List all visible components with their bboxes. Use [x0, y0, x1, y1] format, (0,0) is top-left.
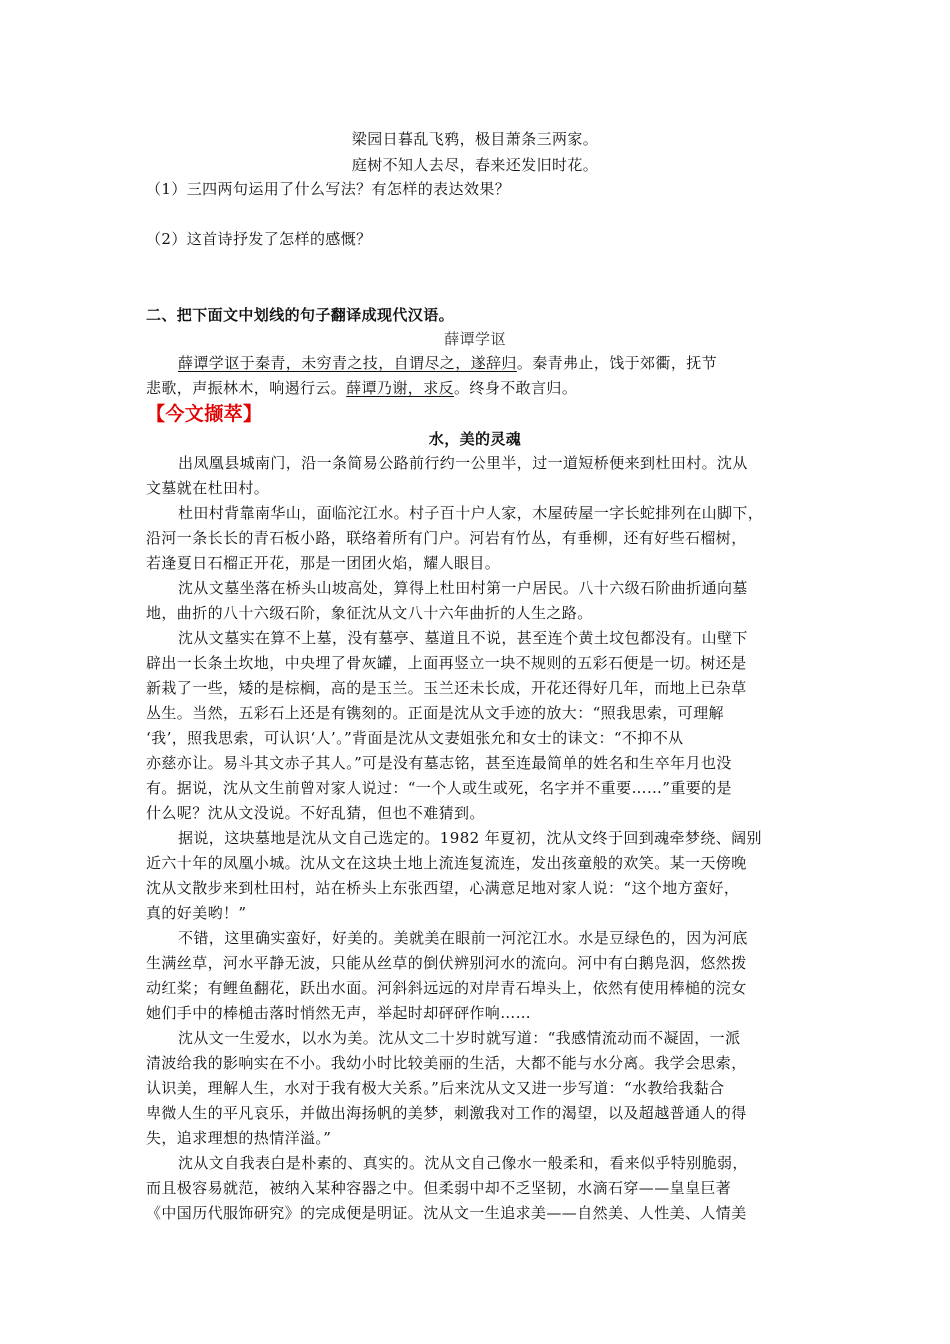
- essay-line: 真的好美哟！”: [146, 904, 247, 922]
- essay-line: 《中国历代服饰研究》的完成便是明证。沈从文一生追求美——自然美、人性美、人情美: [146, 1204, 747, 1222]
- essay-line: 辟出一长条土坎地，中央埋了骨灰罐，上面再竖立一块不规则的五彩石便是一切。树还是: [146, 654, 747, 672]
- essay-line: 失，追求理想的热情洋溢。”: [146, 1129, 332, 1147]
- essay-line: 而且极容易就范，被纳入某种容器之中。但柔弱中却不乏坚韧，水滴石穿——皇皇巨著: [146, 1179, 732, 1197]
- essay-line: 她们手中的棒槌击落时悄然无声，举起时却砰砰作响……: [146, 1004, 532, 1022]
- passage-text: 。秦青弗止，饯于郊衢，抚节: [516, 354, 718, 372]
- essay-line: 认识美，理解人生，水对于我有极大关系。”后来沈从文又进一步写道：“水教给我黏合: [146, 1079, 725, 1097]
- essay-line: 清波给我的影响实在不小。我幼小时比较美丽的生活，大都不能与水分离。我学会思索，: [146, 1054, 747, 1072]
- passage-title: 薛谭学讴: [444, 330, 506, 348]
- underlined-sentence-1: 薛谭学讴于秦青，未穷青之技，自谓尽之，遂辞归: [178, 354, 517, 372]
- essay-line: ‘我’，照我思索，可认识‘人’。”背面是沈从文妻姐张允和女士的诔文：“不抑不从: [146, 729, 684, 747]
- essay-line: 有。据说，沈从文生前曾对家人说过：“一个人或生或死，名字并不重要……”重要的是: [146, 779, 732, 797]
- essay-line: 若逢夏日石榴正开花，那是一团团火焰，耀人眼目。: [146, 554, 501, 572]
- section-2-heading: 二、把下面文中划线的句子翻译成现代汉语。: [146, 306, 455, 324]
- essay-line: 地，曲折的八十六级石阶，象征沈从文八十六年曲折的人生之路。: [146, 604, 593, 622]
- essay-title: 水，美的灵魂: [428, 430, 522, 448]
- essay-line: 沈从文散步来到杜田村，站在桥头上东张西望，心满意足地对家人说：“这个地方蛮好，: [146, 879, 740, 897]
- essay-line: 丛生。当然，五彩石上还是有镌刻的。正面是沈从文手迹的放大：“照我思索，可理解: [146, 704, 724, 722]
- essay-line: 据说，这块墓地是沈从文自己选定的。1982 年夏初，沈从文终于回到魂牵梦绕、阔别: [178, 829, 762, 847]
- passage-line-2: [146, 377, 577, 398]
- essay-line: 出凤凰县城南门，沿一条简易公路前行约一公里半，过一道短桥便来到杜田村。沈从: [178, 454, 748, 472]
- passage-line-1: [178, 352, 717, 373]
- essay-line: 什么呢？沈从文没说。不好乱猜，但也不难猜到。: [146, 804, 485, 822]
- essay-line: 卑微人生的平凡哀乐，并做出海扬帆的美梦，刺激我对工作的渴望，以及超越普通人的得: [146, 1104, 747, 1122]
- section-3-heading: 【今文撷萃】: [146, 403, 263, 425]
- essay-line: 沈从文墓坐落在桥头山坡高处，算得上杜田村第一户居民。八十六级石阶曲折通向墓: [178, 579, 748, 597]
- essay-line: 文墓就在杜田村。: [146, 479, 270, 497]
- essay-line: 沈从文自我表白是朴素的、真实的。沈从文自己像水一般柔和，看来似乎特别脆弱，: [178, 1154, 748, 1172]
- poem-line-2: 庭树不知人去尽，春来还发旧时花。: [351, 156, 599, 174]
- essay-line: 沿河一条长长的青石板小路，联络着所有门户。河岩有竹丛，有垂柳，还有好些石榴树，: [146, 529, 747, 547]
- essay-line: 动红桨；有鲤鱼翻花，跃出水面。河斜斜远远的对岸青石埠头上，依然有使用棒槌的浣女: [146, 979, 747, 997]
- poem-line-1: 梁园日暮乱飞鸦，极目萧条三两家。: [351, 130, 599, 148]
- essay-line: 亦慈亦让。易斗其文赤子其人。”可是没有墓志铭，甚至连最简单的姓名和生卒年月也没: [146, 754, 732, 772]
- passage-text: 悲歌，声振林木，响遏行云。: [146, 379, 347, 397]
- essay-line: 沈从文一生爱水，以水为美。沈从文二十岁时就写道：“我感情流动而不凝固，一派: [178, 1029, 741, 1047]
- essay-line: 生满丝草，河水平静无波，只能从丝草的倒伏辨别河水的流向。河中有白鹅凫泅，悠然拨: [146, 954, 747, 972]
- underlined-sentence-2: 薛谭乃谢，求反: [346, 379, 455, 397]
- essay-line: 杜田村背靠南华山，面临沱江水。村子百十户人家，木屋砖屋一字长蛇排列在山脚下，: [178, 504, 764, 522]
- question-1: （1）三四两句运用了什么写法？有怎样的表达效果？: [146, 180, 511, 198]
- essay-line: 近六十年的凤凰小城。沈从文在这块土地上流连复流连，发出孩童般的欢笑。某一天傍晚: [146, 854, 747, 872]
- essay-line: 沈从文墓实在算不上墓，没有墓亭、墓道且不说，甚至连个黄土坟包都没有。山壁下: [178, 629, 748, 647]
- passage-text: 。终身不敢言归。: [454, 379, 578, 397]
- essay-line: 不错，这里确实蛮好，好美的。美就美在眼前一河沱江水。水是豆绿色的，因为河底: [178, 929, 748, 947]
- question-2: （2）这首诗抒发了怎样的感慨？: [146, 230, 372, 248]
- essay-line: 新栽了一些，矮的是棕榈，高的是玉兰。玉兰还未长成，开花还得好几年，而地上已杂草: [146, 679, 747, 697]
